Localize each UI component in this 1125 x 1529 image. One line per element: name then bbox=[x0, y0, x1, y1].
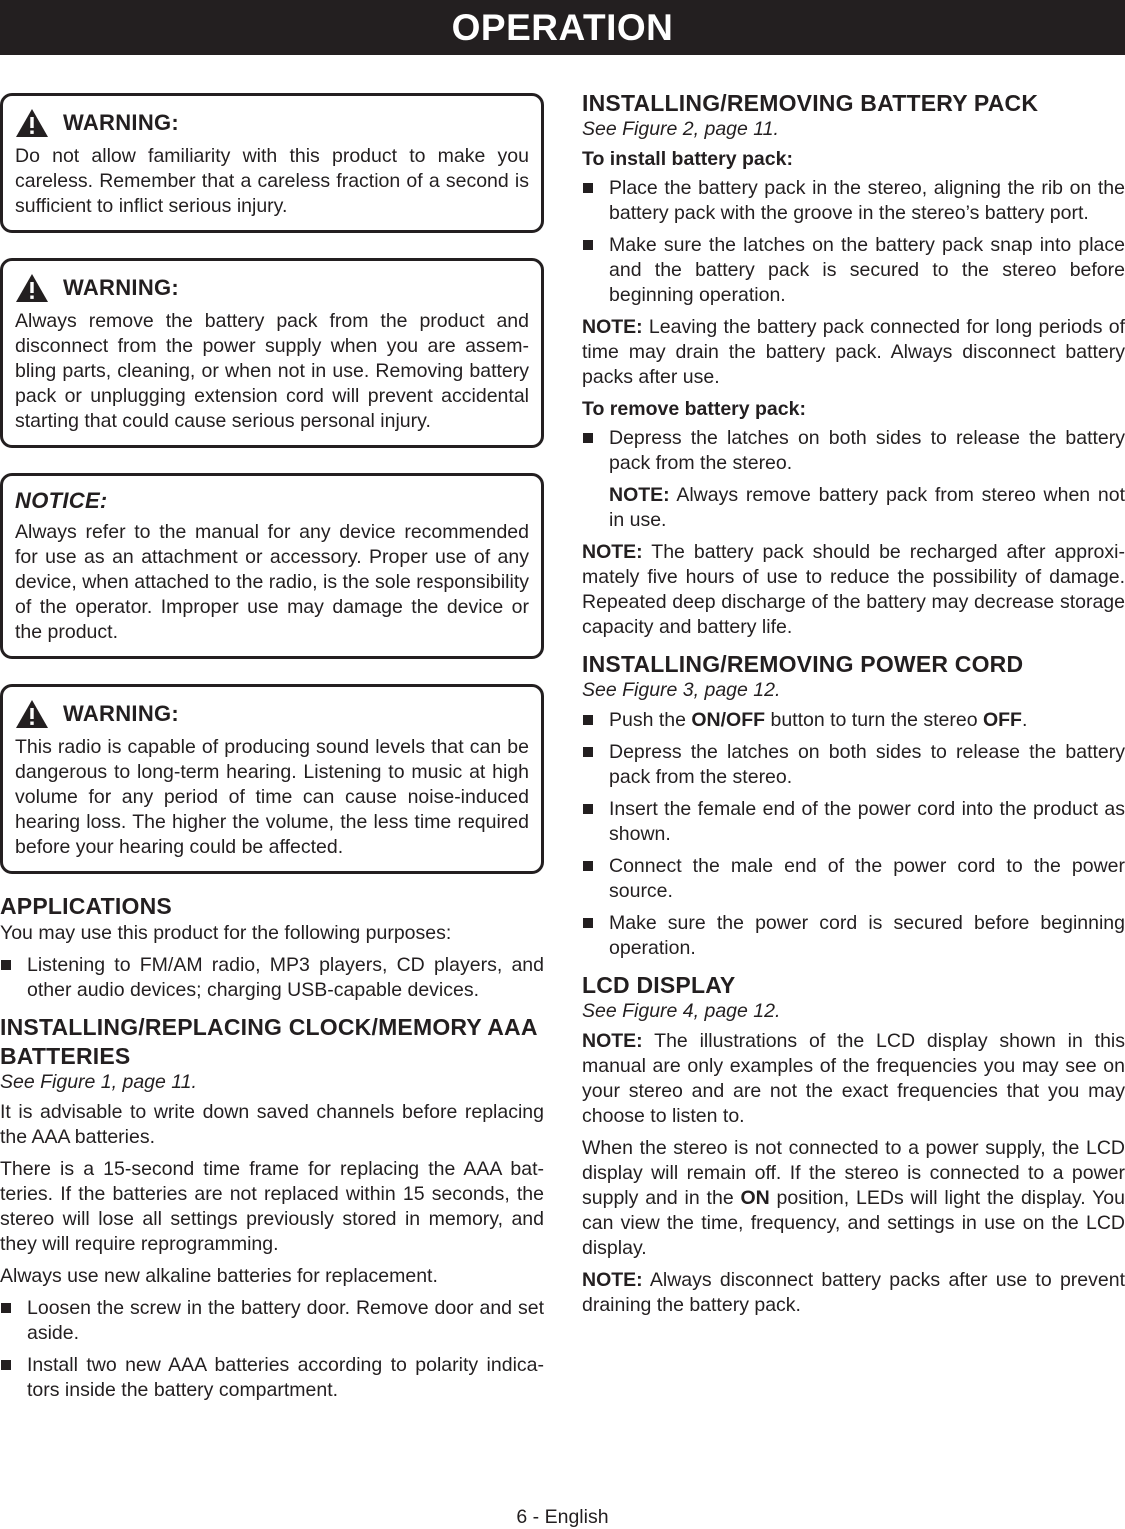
subheading: To remove battery pack: bbox=[582, 398, 806, 420]
list-item: Insert the female end of the power cord into the product as shown. bbox=[582, 797, 1125, 847]
warning-text: This radio is capable of producing sound levels that can be dangerous to long-term hearing. Listening to music at high volume for any period of time can cause noise-induced hearing loss. The higher the volume, the less time required before your hearing could be affected. bbox=[15, 736, 529, 858]
warning-triangle-icon bbox=[15, 699, 49, 729]
paragraph: Always use new alkaline batteries for replacement. bbox=[0, 1265, 438, 1287]
list-item: Listening to FM/AM radio, MP3 players, CD players, and other audio devices; charging USB-capable devices. bbox=[0, 953, 544, 1003]
bullet-square-icon bbox=[583, 240, 593, 250]
paragraph: It is advisable to write down saved channels before replacing the AAA batteries. bbox=[0, 1101, 544, 1148]
page-number: 6 - English bbox=[516, 1506, 609, 1528]
left-column bbox=[0, 93, 544, 1413]
applications-section bbox=[0, 892, 544, 1003]
warning-triangle-icon bbox=[15, 273, 49, 303]
notice-text: Always refer to the manual for any device recommended for use as an attachment or accessory. Proper use of any device, when attached to the radio, is the sole responsibility of the operator. Improper use may damage the device or the product. bbox=[15, 521, 529, 643]
bullet-square-icon bbox=[583, 715, 593, 725]
list-item: Depress the latches on both sides to release the battery pack from the stereo. bbox=[582, 426, 1125, 476]
page-header bbox=[0, 0, 1125, 55]
warning-box-hearing bbox=[0, 684, 544, 874]
list-item: Make sure the power cord is secured before beginning operation. bbox=[582, 911, 1125, 961]
list-item: Install two new AAA batteries according to polarity indicators inside the battery compartment. bbox=[0, 1353, 544, 1403]
warning-text: Always remove the battery pack from the product and disconnect from the power supply when you are assembling parts, cleaning, or when not in use. Removing battery pack or unplugging extension cord will prevent accidental starting that could cause serious personal injury. bbox=[15, 310, 529, 432]
warning-box-familiarity bbox=[0, 93, 544, 233]
notice-label: NOTICE: bbox=[15, 488, 108, 513]
section-heading: INSTALLING/REMOVING POWER CORD bbox=[582, 651, 1024, 677]
figure-reference: See Figure 4, page 12. bbox=[582, 1000, 781, 1022]
warning-label: WARNING: bbox=[63, 110, 180, 135]
warning-box-battery bbox=[0, 258, 544, 448]
section-heading: INSTALLING/REMOVING BATTERY PACK bbox=[582, 90, 1039, 116]
bullet-square-icon bbox=[583, 861, 593, 871]
note-paragraph: NOTE: Always disconnect battery packs after use to prevent draining the battery pack. bbox=[582, 1269, 1125, 1316]
warning-text: Do not allow familiarity with this product to make you careless. Remember that a careless fraction of a second is sufficient to inflict serious injury. bbox=[15, 145, 529, 217]
bullet-square-icon bbox=[583, 918, 593, 928]
paragraph: When the stereo is not connected to a power supply, the LCD display will remain off. If the stereo is connected to a power supply and in the ON position, LEDs will light the display. You can view the time, frequency, and settings in use on the LCD display. bbox=[582, 1137, 1125, 1259]
list-item: Depress the latches on both sides to release the battery pack from the stereo. bbox=[582, 740, 1125, 790]
warning-label: WARNING: bbox=[63, 701, 180, 726]
bullet-square-icon bbox=[583, 804, 593, 814]
warning-triangle-icon bbox=[15, 108, 49, 138]
note-paragraph: NOTE: The illustrations of the LCD display shown in this manual are only examples of the frequencies you may see on your stereo and are not the exact frequencies that you may choose to listen to. bbox=[582, 1030, 1125, 1127]
bullet-square-icon bbox=[1, 1360, 11, 1370]
list-item: Loosen the screw in the battery door. Remove door and set aside. bbox=[0, 1296, 544, 1346]
bullet-square-icon bbox=[583, 183, 593, 193]
right-column bbox=[582, 89, 1125, 1328]
power-cord-section bbox=[582, 650, 1125, 961]
list-item: Push the ON/OFF button to turn the stereo OFF. bbox=[582, 708, 1125, 733]
bullet-square-icon bbox=[583, 433, 593, 443]
figure-reference: See Figure 3, page 12. bbox=[582, 679, 781, 701]
page-title: OPERATION bbox=[451, 7, 674, 48]
note-paragraph: NOTE: Leaving the battery pack connected for long periods of time may drain the battery pack. Always disconnect battery packs after use. bbox=[582, 316, 1125, 388]
list-item: Place the battery pack in the stereo, aligning the rib on the battery pack with the groove in the stereo’s battery port. bbox=[582, 176, 1125, 226]
notice-box bbox=[0, 473, 544, 659]
section-heading: APPLICATIONS bbox=[0, 893, 172, 919]
warning-label: WARNING: bbox=[63, 275, 180, 300]
subheading: To install battery pack: bbox=[582, 148, 793, 170]
section-heading: INSTALLING/REPLACING CLOCK/MEMORY AAA BATTERIES bbox=[0, 1014, 537, 1069]
bullet-square-icon bbox=[583, 747, 593, 757]
bullet-square-icon bbox=[1, 1303, 11, 1313]
battery-pack-section bbox=[582, 89, 1125, 640]
figure-reference: See Figure 1, page 11. bbox=[0, 1071, 197, 1093]
section-heading: LCD DISPLAY bbox=[582, 972, 736, 998]
page-footer bbox=[0, 1505, 1125, 1529]
paragraph: There is a 15-second time frame for replacing the AAA batteries. If the batteries are not replaced within 15 seconds, the stereo will lose all settings previously stored in memory, and they will require reprogramming. bbox=[0, 1158, 544, 1255]
list-item: Make sure the latches on the battery pack snap into place and the battery pack is secured to the stereo before beginning operation. bbox=[582, 233, 1125, 308]
note-paragraph: NOTE: The battery pack should be recharged after approximately five hours of use to reduce the possibility of damage. Repeated deep discharge of the battery may decrease storage capacity and battery life. bbox=[582, 541, 1125, 638]
bullet-square-icon bbox=[1, 960, 11, 970]
lcd-display-section bbox=[582, 971, 1125, 1318]
clock-batteries-section bbox=[0, 1013, 544, 1403]
note-paragraph: NOTE: Always remove battery pack from stereo when not in use. bbox=[609, 484, 1125, 531]
figure-reference: See Figure 2, page 11. bbox=[582, 118, 779, 140]
list-item: Connect the male end of the power cord to the power source. bbox=[582, 854, 1125, 904]
paragraph: You may use this product for the following purposes: bbox=[0, 922, 452, 944]
